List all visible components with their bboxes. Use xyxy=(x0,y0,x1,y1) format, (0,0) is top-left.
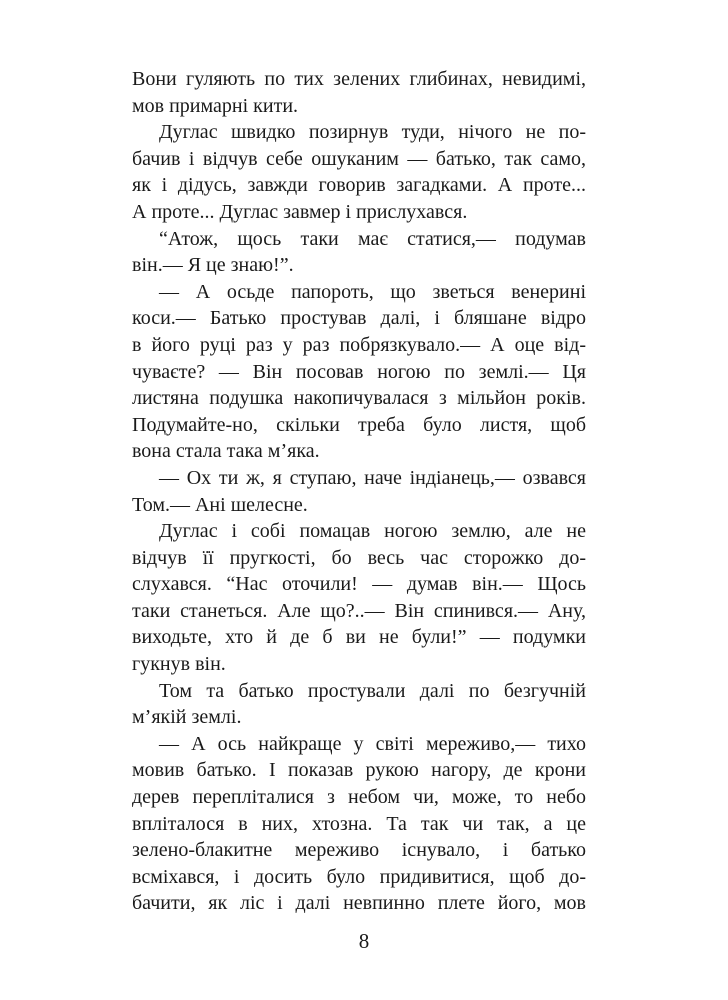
text-line: бачив і відчув себе ошуканим — батько, так само, xyxy=(132,147,586,170)
text-line: зелено-блакитне мереживо існувало, і батько xyxy=(132,839,586,862)
text-line: — А осьде папороть, що зветься венерині xyxy=(159,280,586,303)
text-line: всміхався, і досить було придивитися, щоб до- xyxy=(132,865,586,888)
text-line: впліталося в них, хтозна. Та так чи так, а це xyxy=(132,812,586,835)
text-line: в його руці раз у раз побрязкувало.— А оце від- xyxy=(132,333,586,356)
paragraph xyxy=(132,518,586,678)
text-line: таки станеться. Але що?..— Він спинився.— Ану, xyxy=(132,599,586,622)
text-line: м’якій землі. xyxy=(132,706,242,729)
text-line: Вони гуляють по тих зелених глибинах, невидимі, xyxy=(132,68,586,90)
text-line: “Атож, щось таки має статися,— подумав xyxy=(159,227,586,250)
text-line: як і дідусь, завжди говорив загадками. А проте... xyxy=(132,174,586,197)
text-line: А проте... Дуглас завмер і прислухався. xyxy=(132,200,468,223)
paragraph xyxy=(132,465,586,518)
text-line: Том та батько простували далі по безгучній xyxy=(159,679,586,702)
text-line: мов примарні кити. xyxy=(132,94,299,117)
paragraph xyxy=(132,279,586,465)
paragraph xyxy=(132,119,586,225)
text-line: виходьте, хто й де б ви не були!” — подумки xyxy=(132,626,586,649)
text-line: мовив батько. І показав рукою нагору, де крони xyxy=(132,759,586,782)
text-line: чуваєте? — Він посовав ногою по землі.— Ця xyxy=(132,360,586,383)
text-line: слухався. “Нас оточили! — думав він.— Щось xyxy=(132,573,586,596)
text-line: відчув її пругкості, бо весь час сторожко до- xyxy=(132,546,586,569)
text-line: бачити, як ліс і далі невпинно плете його, мов xyxy=(132,892,586,915)
text-line: вона стала така м’яка. xyxy=(132,440,320,463)
text-line: Подумайте-но, скільки треба було листя, щоб xyxy=(132,413,586,436)
paragraph xyxy=(132,678,586,731)
text-line: — Ох ти ж, я ступаю, наче індіанець,— озвався xyxy=(159,466,586,489)
text-line: гукнув він. xyxy=(132,653,226,676)
text-line: листяна подушка накопичувалася з мільйон років. xyxy=(132,387,586,410)
paragraph xyxy=(132,226,586,279)
body-text xyxy=(132,66,586,917)
text-line: дерев перепліталися з небом чи, може, то небо xyxy=(132,786,586,809)
text-line: він.— Я це знаю!”. xyxy=(132,254,294,277)
text-line: Том.— Ані шелесне. xyxy=(132,493,308,516)
text-line: Дуглас і собі помацав ногою землю, але не xyxy=(159,520,586,543)
page-number: 8 xyxy=(358,929,370,953)
text-line: — А ось найкраще у світі мереживо,— тихо xyxy=(159,732,586,755)
paragraph xyxy=(132,66,586,119)
text-line: Дуглас швидко позирнув туди, нічого не по- xyxy=(159,121,586,144)
paragraph xyxy=(132,731,586,917)
text-line: коси.— Батько простував далі, і бляшане відро xyxy=(132,307,586,330)
